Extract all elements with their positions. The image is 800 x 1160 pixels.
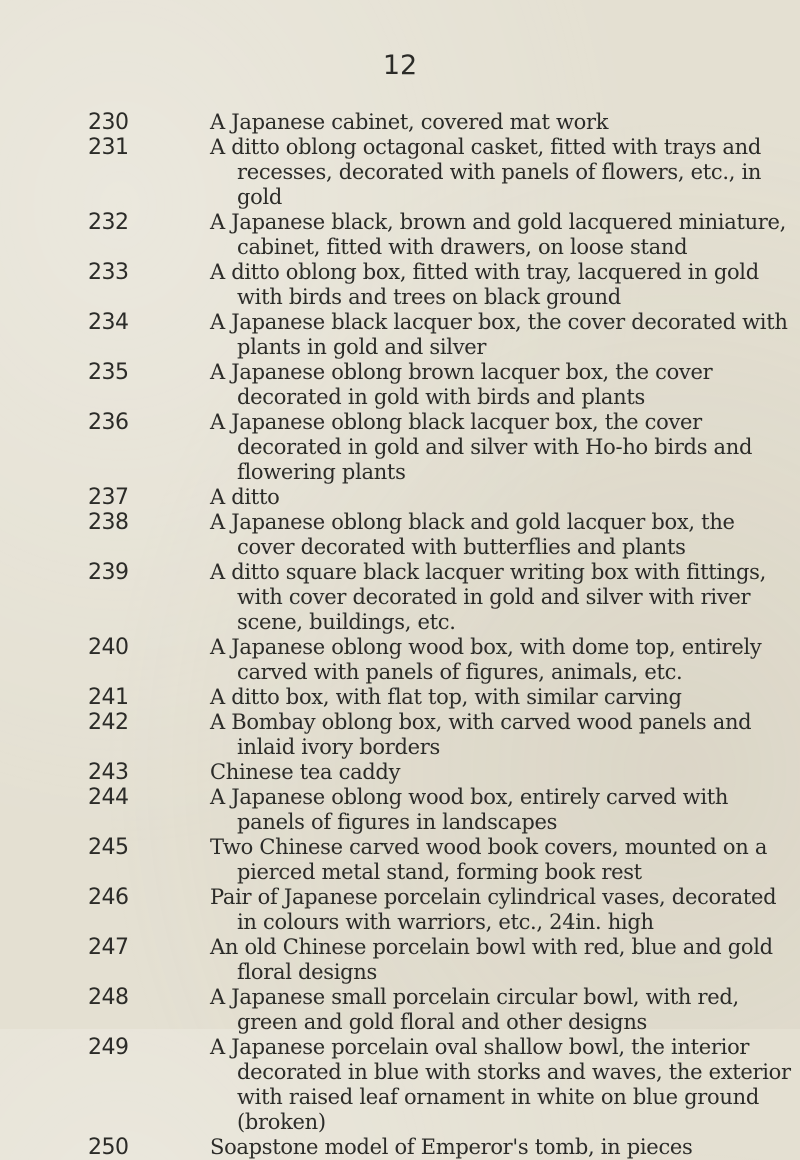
lot-number: 237 [88, 485, 129, 510]
lot-number: 243 [88, 760, 129, 785]
lot-number: 248 [88, 985, 129, 1010]
lot-number: 234 [88, 310, 129, 335]
lot-description: A Japanese black, brown and gold lacquered miniature, cabinet, fitted with drawers, on loose stand [210, 210, 787, 259]
lot-237 [0, 485, 800, 510]
lot-243 [0, 760, 800, 785]
lot-description: A Japanese oblong brown lacquer box, the cover decorated in gold with birds and plants [210, 360, 713, 409]
lot-number: 233 [88, 260, 129, 285]
page-number: 12 [382, 50, 418, 81]
lot-246 [0, 885, 800, 935]
lot-234 [0, 310, 800, 360]
lot-245 [0, 835, 800, 885]
lot-number: 236 [88, 410, 129, 435]
lot-description: A Japanese cabinet, covered mat work [210, 110, 609, 134]
lot-231 [0, 135, 800, 210]
lot-description: A Japanese oblong wood box, entirely carved with panels of figures in landscapes [210, 785, 729, 834]
lot-number: 241 [88, 685, 129, 710]
lot-235 [0, 360, 800, 410]
lot-number: 240 [88, 635, 129, 660]
lot-247 [0, 935, 800, 985]
lot-236 [0, 410, 800, 485]
lot-number: 230 [88, 110, 129, 135]
lot-242 [0, 710, 800, 760]
lot-description: A Japanese black lacquer box, the cover decorated with plants in gold and silver [210, 310, 788, 359]
lot-number: 239 [88, 560, 129, 585]
lot-number: 231 [88, 135, 129, 160]
lot-description: A Japanese oblong black lacquer box, the cover decorated in gold and silver with Ho-ho birds and flowering plants [210, 410, 753, 484]
lot-number: 245 [88, 835, 129, 860]
lot-230 [0, 110, 800, 135]
lot-description: A Bombay oblong box, with carved wood panels and inlaid ivory borders [210, 710, 752, 759]
lot-description: A Japanese oblong wood box, with dome top, entirely carved with panels of figures, animals, etc. [210, 635, 762, 684]
lot-number: 244 [88, 785, 129, 810]
lot-number: 250 [88, 1135, 129, 1160]
lot-248 [0, 985, 800, 1035]
lot-description: A Japanese oblong black and gold lacquer box, the cover decorated with butterflies and plants [210, 510, 735, 559]
lot-number: 246 [88, 885, 129, 910]
lot-description: Two Chinese carved wood book covers, mounted on a pierced metal stand, forming book rest [210, 835, 768, 884]
lot-233 [0, 260, 800, 310]
lot-description: A ditto oblong octagonal casket, fitted with trays and recesses, decorated with panels of flowers, etc., in gold [210, 135, 762, 209]
lot-description: A Japanese porcelain oval shallow bowl, the interior decorated in blue with storks and waves, the exterior with raised leaf ornament in white on blue ground (broken) [210, 1035, 791, 1134]
lot-number: 238 [88, 510, 129, 535]
lot-description: Chinese tea caddy [210, 760, 401, 784]
lot-description: A ditto oblong box, fitted with tray, lacquered in gold with birds and trees on black ground [210, 260, 759, 309]
lot-250 [0, 1135, 800, 1160]
lot-number: 232 [88, 210, 129, 235]
lot-number: 247 [88, 935, 129, 960]
lot-238 [0, 510, 800, 560]
lot-list [0, 110, 800, 1160]
lot-description: Soapstone model of Emperor's tomb, in pieces [210, 1135, 693, 1159]
lot-description: A Japanese small porcelain circular bowl, with red, green and gold floral and other designs [210, 985, 739, 1034]
lot-description: A ditto box, with flat top, with similar carving [210, 685, 682, 709]
lot-232 [0, 210, 800, 260]
lot-number: 242 [88, 710, 129, 735]
lot-description: A ditto [210, 485, 280, 509]
lot-240 [0, 635, 800, 685]
lot-number: 235 [88, 360, 129, 385]
lot-241 [0, 685, 800, 710]
lot-249 [0, 1035, 800, 1135]
lot-description: An old Chinese porcelain bowl with red, blue and gold floral designs [210, 935, 773, 984]
lot-number: 249 [88, 1035, 129, 1060]
lot-244 [0, 785, 800, 835]
lot-239 [0, 560, 800, 635]
lot-description: Pair of Japanese porcelain cylindrical vases, decorated in colours with warriors, etc., 24in. high [210, 885, 777, 934]
lot-description: A ditto square black lacquer writing box with fittings, with cover decorated in gold and silver with river scene, buildings, etc. [210, 560, 767, 634]
